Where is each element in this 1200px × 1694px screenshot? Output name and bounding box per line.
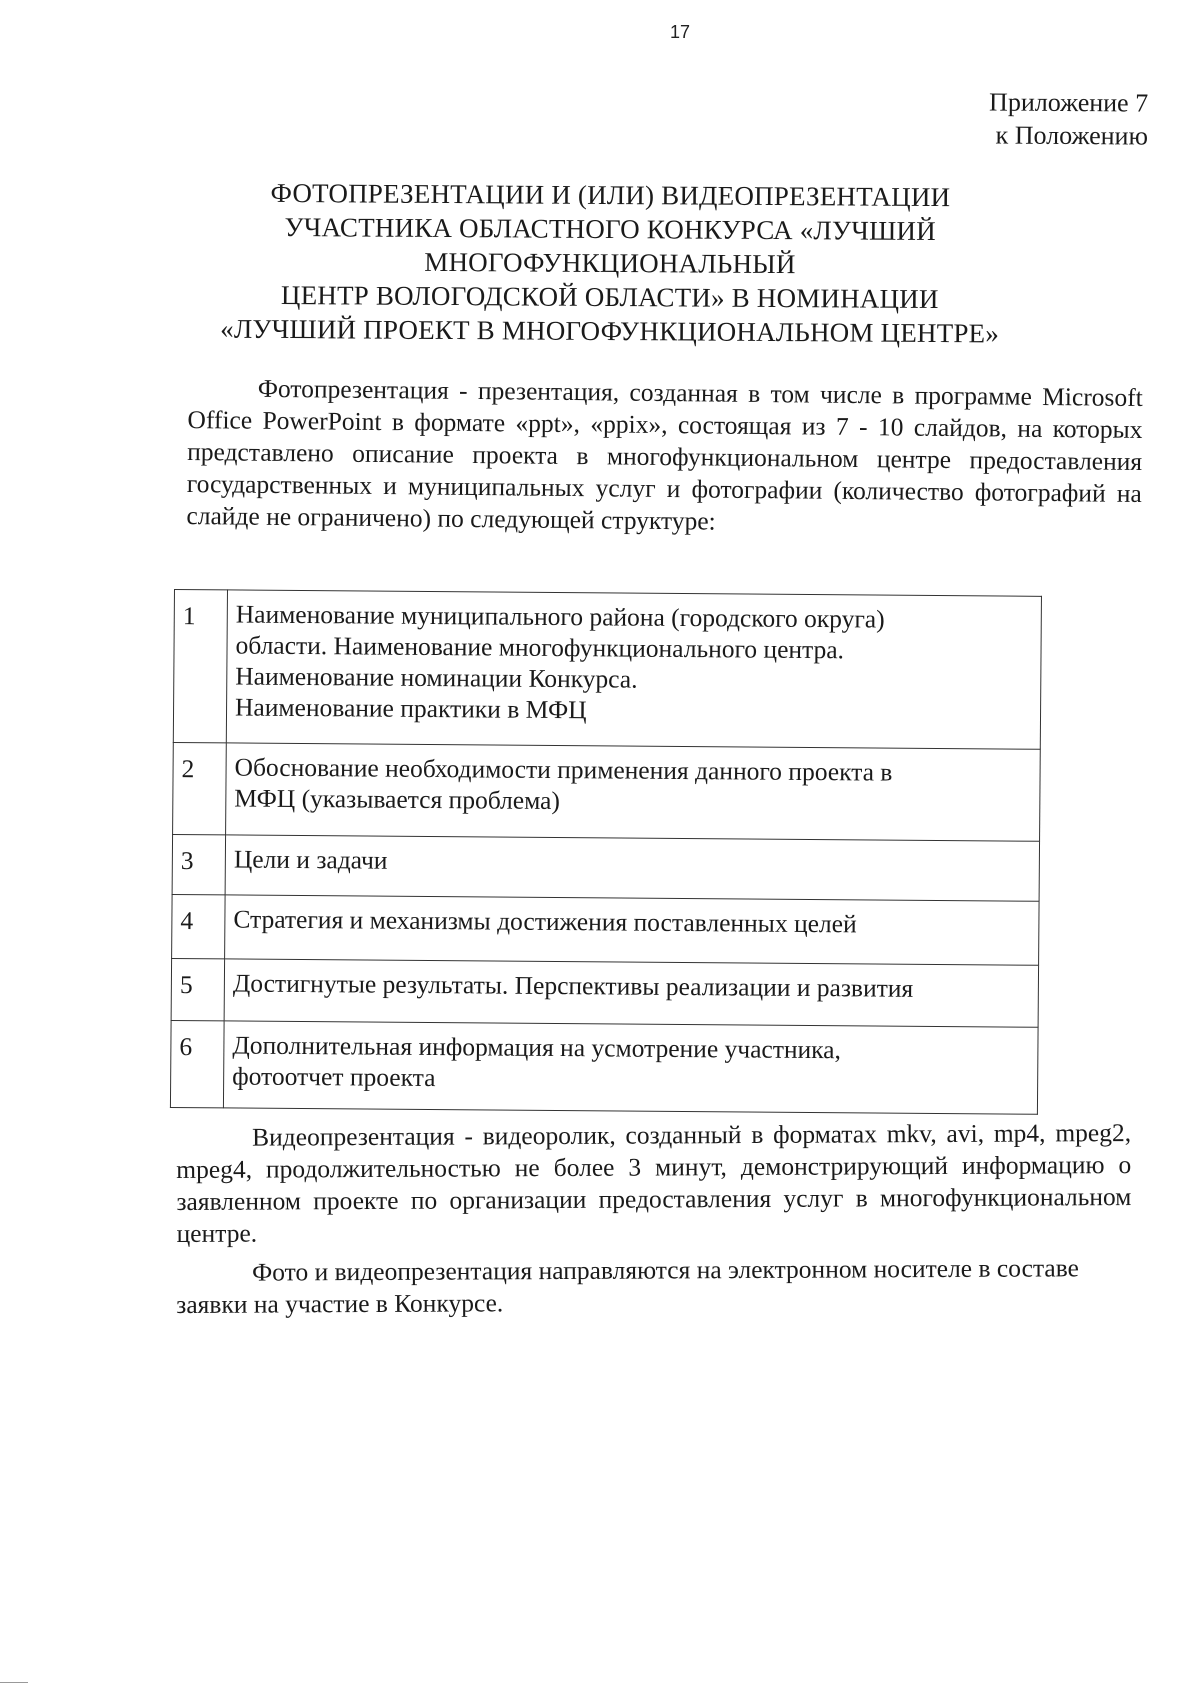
title-line: ЦЕНТР ВОЛОГОДСКОЙ ОБЛАСТИ» В НОМИНАЦИИ xyxy=(280,279,939,315)
row-text-line: Наименование муниципального района (городского округа) xyxy=(235,599,885,634)
row-text-line: Стратегия и механизмы достижения поставленных целей xyxy=(233,904,857,939)
photo-presentation-paragraph: Фотопрезентация - презентация, созданная в том числе в программе Microsoft Office PowerPoint в формате «ppt», «ppix», состоящая из 7 - 10 слайдов, на которых представлено описание проекта в многофункциональном центре предоставления государственных и муниципальных услуг и фотографии (количество фотографий на слайде не ограничено) по следующей структуре: xyxy=(186,373,1143,536)
row-number: 2 xyxy=(173,742,227,834)
appendix-regulation: к Положению xyxy=(995,120,1148,151)
submission-paragraph: Фото и видеопрезентация направляются на электронном носителе в составе заявки на участие в Конкурсе. xyxy=(176,1253,1079,1319)
table-row xyxy=(173,590,1041,750)
row-number: 4 xyxy=(172,894,226,958)
row-description xyxy=(224,959,1038,1027)
row-text-line: Цели и задачи xyxy=(233,844,388,875)
row-description xyxy=(225,835,1039,901)
document-title xyxy=(209,176,1010,351)
row-text-line: фотоотчет проекта xyxy=(232,1061,436,1093)
scan-edge-mark xyxy=(0,1682,28,1683)
structure-table xyxy=(170,589,1042,1115)
video-presentation-paragraph: Видеопрезентация - видеоролик, созданный в форматах mkv, avi, mp4, mpeg2, mpeg4, продолжительностью не более 3 минут, демонстрирующий информацию о заявленном проекте по организации предоставления услуг в многофункциональном центре. xyxy=(176,1117,1132,1248)
row-text-line: МФЦ (указывается проблема) xyxy=(234,783,561,816)
row-description xyxy=(225,895,1039,965)
structure-table-wrapper xyxy=(170,589,1042,1115)
row-text-line: Наименование практики в МФЦ xyxy=(234,692,587,725)
row-text-line: Дополнительная информация на усмотрение участника, xyxy=(232,1030,842,1065)
title-line: ФОТОПРЕЗЕНТАЦИИ И (ИЛИ) ВИДЕОПРЕЗЕНТАЦИИ xyxy=(270,177,951,213)
page-number: 17 xyxy=(669,22,691,42)
row-text-line: Наименование номинации Конкурса. xyxy=(235,661,638,694)
table-row xyxy=(172,834,1039,901)
table-row xyxy=(171,958,1038,1027)
table-row xyxy=(170,1020,1038,1114)
title-line: МНОГОФУНКЦИОНАЛЬНЫЙ xyxy=(424,246,796,280)
row-number: 6 xyxy=(170,1020,224,1107)
row-description xyxy=(226,743,1041,841)
table-row xyxy=(172,894,1039,965)
row-text-line: области. Наименование многофункционального центра. xyxy=(235,630,845,665)
table-row xyxy=(173,742,1041,841)
appendix-number: Приложение 7 xyxy=(988,87,1149,118)
title-line: «ЛУЧШИЙ ПРОЕКТ В МНОГОФУНКЦИОНАЛЬНОМ ЦЕНТРЕ» xyxy=(220,313,1000,349)
title-line: УЧАСТНИКА ОБЛАСТНОГО КОНКУРСА «ЛУЧШИЙ xyxy=(284,212,936,246)
row-text-line: Достигнутые результаты. Перспективы реализации и развития xyxy=(232,968,914,1003)
row-number: 1 xyxy=(173,590,227,743)
row-number: 3 xyxy=(172,834,225,894)
row-text-line: Обоснование необходимости применения данного проекта в xyxy=(234,752,893,787)
row-description xyxy=(226,590,1041,749)
row-description xyxy=(223,1021,1038,1114)
row-number: 5 xyxy=(171,958,224,1020)
appendix-reference xyxy=(989,85,1149,152)
